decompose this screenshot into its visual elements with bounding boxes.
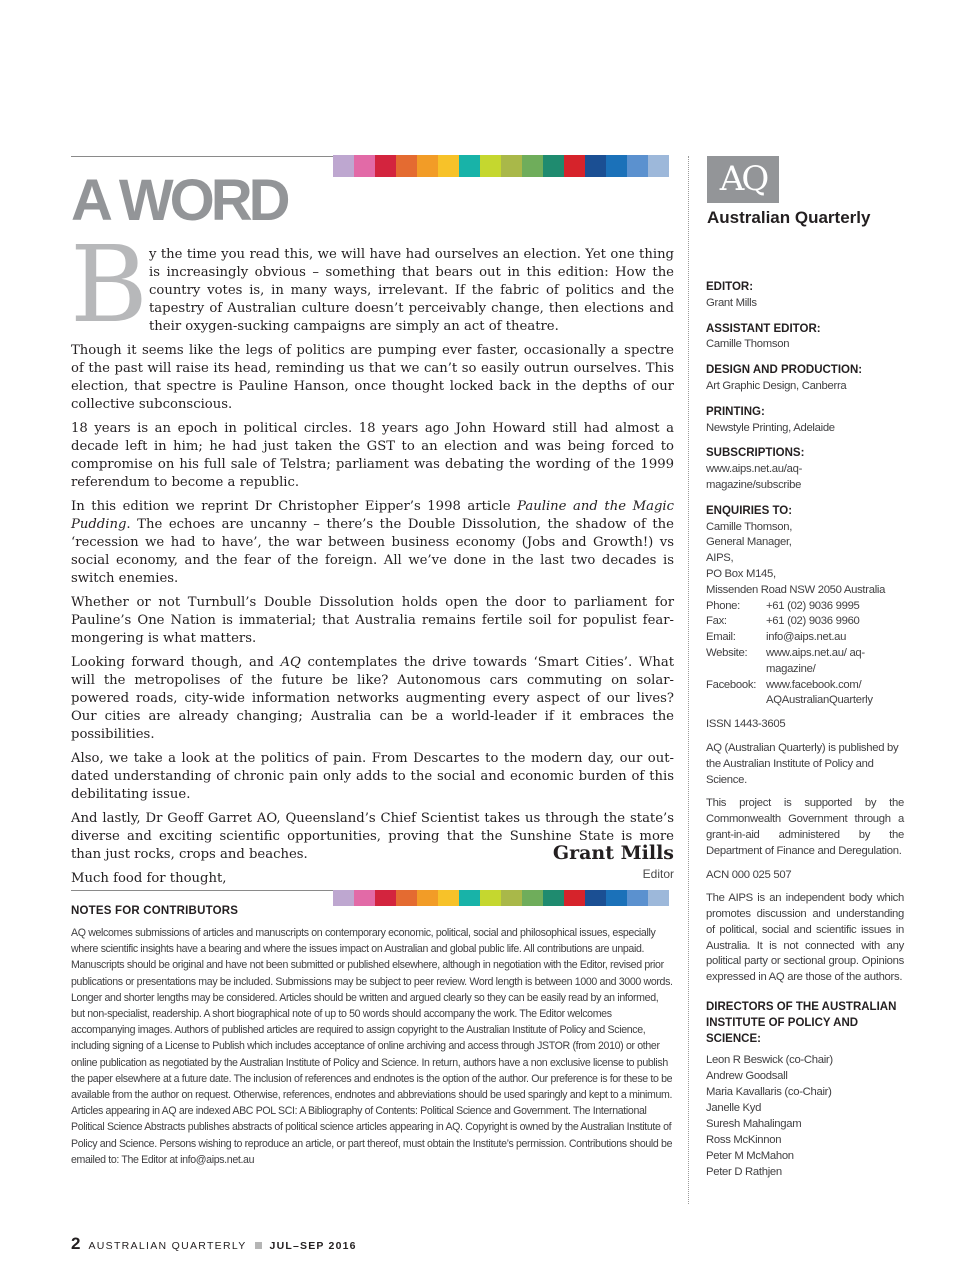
- color-swatch: [438, 155, 459, 177]
- aips-statement: The AIPS is an independent body which promotes discussion and understanding of political, social and scientific issues in Australia. It is not connected with any political party or sectional group. Opinions expressed in AQ are those of the authors.: [706, 892, 904, 984]
- color-swatch: [606, 890, 627, 906]
- paragraph-2: Though it seems like the legs of politics are pumping ever faster, occasionally a spectre of the past will raise its head, reminding us that we can’t so easily outrun ourselves. This election, that spectre is Pauline Hanson, once thought locked back in the depths of our collective subconscious.: [71, 343, 674, 412]
- editor-name: Grant Mills: [706, 296, 757, 309]
- color-swatch: [543, 155, 564, 177]
- color-swatch: [627, 890, 648, 906]
- color-swatch: [585, 155, 606, 177]
- enquiries-label: ENQUIRIES TO:: [706, 504, 793, 517]
- color-bar-top: [333, 155, 669, 177]
- publication-name: Australian Quarterly: [707, 208, 871, 227]
- contact-label: Phone:: [706, 599, 741, 612]
- color-swatch: [396, 890, 417, 906]
- subscriptions-link[interactable]: www.aips.net.au/aq-magazine/subscribe: [706, 463, 803, 491]
- director: Maria Kavallaris (co-Chair): [706, 1086, 832, 1099]
- color-swatch: [606, 155, 627, 177]
- website-link[interactable]: www.aips.net.au/ aq-magazine/: [766, 646, 865, 675]
- color-swatch: [438, 890, 459, 906]
- color-swatch: [459, 155, 480, 177]
- paragraph-3: 18 years is an epoch in political circles. 18 years ago John Howard still had almost a decade left in him; he had just taken the GST to an election and was being forced to compromise on his full sale of Telstra; parliament was debating the wording of the 1999 referendum to become a republic.: [71, 421, 674, 490]
- color-swatch: [501, 155, 522, 177]
- paragraph-9: Much food for thought,: [71, 871, 227, 886]
- subscriptions-label: SUBSCRIPTIONS:: [706, 447, 805, 460]
- paragraph-5: Whether or not Turnbull’s Double Dissolution holds open the door to parliament for Pauline’s One Nation is immaterial; that Australia remains fertile soil for populist fear-mongering is what matters.: [71, 595, 674, 646]
- color-swatch: [564, 890, 585, 906]
- contact-facebook: [706, 678, 904, 710]
- enquiries-line-3: AIPS,: [706, 552, 734, 565]
- color-swatch: [627, 155, 648, 177]
- notes-heading: NOTES FOR CONTRIBUTORS: [71, 905, 239, 917]
- assistant-editor-label: ASSISTANT EDITOR:: [706, 322, 821, 335]
- color-swatch: [333, 890, 354, 906]
- contact-email: [706, 630, 904, 646]
- paragraph-4-body: The echoes are uncanny – there’s the Double Dissolution, the shadow of the ‘recession we had to have’, the war between business economy (Jobs and Growth!) vs social economy, and the fear of the foreign. All we’ve done in the last two decades is switch enemies.: [71, 517, 674, 586]
- paragraph-1: y the time you read this, we will have had ourselves an election. Yet one thing is increasingly obvious – something that bears out in this edition: How the country votes is, in many ways, irrelevant. If the fabric of politics and the tapestry of Australian culture doesn’t perceivably change, then elections and their oxygen-sucking campaigns are simply an act of theatre.: [149, 247, 674, 334]
- column-divider: [688, 156, 689, 1204]
- color-swatch: [480, 155, 501, 177]
- issn: ISSN 1443-3605: [706, 718, 786, 731]
- design-value: Art Graphic Design, Canberra: [706, 379, 847, 392]
- contact-website: [706, 646, 904, 678]
- separator-square: [255, 1242, 262, 1249]
- contact-label: Website:: [706, 646, 748, 659]
- color-swatch: [354, 155, 375, 177]
- enquiries-line-2: General Manager,: [706, 536, 792, 549]
- color-swatch: [417, 890, 438, 906]
- paragraph-6-body: contemplates the drive towards ‘Smart Cities’. What will the metropolises of the future be like? Autonomous cars commuting on solar-powered roads, city-wide information networks augmenting every aspect of our lives? Our cities are already changing; Australia can be a world-leader if it embraces the possibilities.: [71, 655, 674, 742]
- color-swatch: [522, 890, 543, 906]
- color-swatch: [375, 890, 396, 906]
- support-statement: This project is supported by the Commonwealth Government through a grant-in-aid administered by the Department of Finance and Deregulation.: [706, 797, 904, 857]
- printing-value: Newstyle Printing, Adelaide: [706, 421, 835, 434]
- director: Suresh Mahalingam: [706, 1118, 802, 1131]
- design-label: DESIGN AND PRODUCTION:: [706, 364, 863, 377]
- notes-text: AQ welcomes submissions of articles and manuscripts on contemporary economic, political, social and philosophical issues, especially where scientific insights have a bearing and where the issues impact on Australian and global public life. All contributions are unpaid. Manuscripts should be original and have not been submitted or published elsewhere, although in negotiation with the Editor, revised prior publications or presentations may be included. Submissions may be subject to peer review. Word length is between 1000 and 3000 words. Longer and shorter lengths may be considered. Articles should be written and argued clearly so they can be easily read by an informed, but non-specialist, readership. A short biographical note of up to 50 words should accompany the work. The Editor welcomes accompanying images. Authors of published articles are required to assign copyright to the Australian Institute of Policy and Science, including signing of a License to Publish which includes acceptance of online archiving and access through JSTOR (from 2010) or other online publication as negotiated by the Australian Institute of Policy and Science. In return, authors have a non exclusive license to publish the paper elsewhere at a future date. The inclusion of references and endnotes is the option of the author. Our preference is for these to be available from the author on request. Otherwise, references, endnotes and abbreviations should be used sparingly and kept to a minimum. Articles appearing in AQ are indexed ABC POL SCI: A Bibliography of Contents: Political Science and Government. The International Political Science Abstracts publishes abstracts of political science articles appearing in AQ. Copyright is owned by the Australian Institute of Policy and Science. Persons wishing to reproduce an article, or part thereof, must obtain the Institute’s permission. Contributions should be emailed to: The Editor at info@aips.net.au: [71, 927, 673, 1166]
- color-swatch: [354, 890, 375, 906]
- page-footer: [71, 1234, 357, 1254]
- paragraph-4: [71, 498, 674, 588]
- enquiries-line-4: PO Box M145,: [706, 567, 776, 580]
- director: Ross McKinnon: [706, 1134, 782, 1146]
- assistant-editor-name: Camille Thomson: [706, 338, 790, 351]
- directors-label: DIRECTORS OF THE AUSTRALIAN INSTITUTE OF POLICY AND SCIENCE:: [706, 1001, 897, 1045]
- signature-role: Editor: [642, 867, 674, 881]
- contact-label: Fax:: [706, 615, 727, 628]
- paragraph-6-lead: Looking forward though, and: [71, 655, 281, 670]
- drop-cap: B: [70, 223, 148, 346]
- page-title: A WORD: [71, 168, 287, 233]
- aq-logo: AQ: [707, 156, 779, 203]
- published-by: AQ (Australian Quarterly) is published by the Australian Institute of Policy and Science.: [706, 741, 899, 786]
- contact-value: +61 (02) 9036 9995: [766, 599, 860, 612]
- director: Peter M McMahon: [706, 1149, 794, 1162]
- color-swatch: [480, 890, 501, 906]
- facebook-link[interactable]: www.facebook.com/ AQAustralianQuarterly: [766, 678, 873, 707]
- bottom-rule: [71, 890, 333, 891]
- article-body: [71, 246, 674, 894]
- paragraph-4-tail: .: [126, 517, 131, 532]
- enquiries-line-5: Missenden Road NSW 2050 Australia: [706, 583, 886, 596]
- color-swatch: [333, 155, 354, 177]
- color-swatch: [564, 155, 585, 177]
- color-bar-bottom: [333, 890, 669, 906]
- color-swatch: [459, 890, 480, 906]
- color-swatch: [648, 155, 669, 177]
- editor-label: EDITOR:: [706, 281, 754, 293]
- acn: ACN 000 025 507: [706, 868, 792, 881]
- page-number: 2: [71, 1234, 81, 1253]
- contact-phone: [706, 599, 904, 615]
- director: Leon R Beswick (co-Chair): [706, 1054, 833, 1067]
- article-title-reference: Pauline and the Magic Pudding: [71, 499, 674, 532]
- paragraph-6: [71, 654, 674, 744]
- enquiries-line-1: Camille Thomson,: [706, 520, 793, 533]
- color-swatch: [522, 155, 543, 177]
- issue-date: JUL–SEP 2016: [269, 1240, 357, 1252]
- directors-list: [706, 1053, 904, 1180]
- color-swatch: [417, 155, 438, 177]
- paragraph-4-lead: In this edition we reprint Dr Christopher Eipper’s 1998 article: [71, 499, 518, 514]
- printing-label: PRINTING:: [706, 405, 765, 418]
- aq-reference: AQ: [280, 655, 301, 670]
- top-rule: [71, 156, 333, 157]
- paragraph-8: And lastly, Dr Geoff Garret AO, Queensland’s Chief Scientist takes us through the state’s diverse and exciting scientific opportunities, proving that the Sunshine State is more than just rocks, crops and beaches.: [71, 811, 674, 862]
- color-swatch: [543, 890, 564, 906]
- color-swatch: [396, 155, 417, 177]
- color-swatch: [648, 890, 669, 906]
- magazine-name: AUSTRALIAN QUARTERLY: [88, 1240, 247, 1252]
- color-swatch: [501, 890, 522, 906]
- color-swatch: [375, 155, 396, 177]
- director: Andrew Goodsall: [706, 1070, 788, 1083]
- signature-name: Grant Mills: [552, 842, 674, 864]
- color-swatch: [585, 890, 606, 906]
- contact-label: Email:: [706, 631, 736, 644]
- director: Peter D Rathjen: [706, 1165, 782, 1178]
- email-link[interactable]: info@aips.net.au: [766, 631, 847, 644]
- director: Janelle Kyd: [706, 1102, 762, 1115]
- paragraph-7: Also, we take a look at the politics of pain. From Descartes to the modern day, our out-dated understanding of chronic pain only adds to the social and economic burden of this debilitating issue.: [71, 751, 674, 802]
- contact-value: +61 (02) 9036 9960: [766, 615, 860, 628]
- masthead-sidebar: [706, 280, 904, 1181]
- contact-label: Facebook:: [706, 678, 757, 691]
- contact-fax: [706, 614, 904, 630]
